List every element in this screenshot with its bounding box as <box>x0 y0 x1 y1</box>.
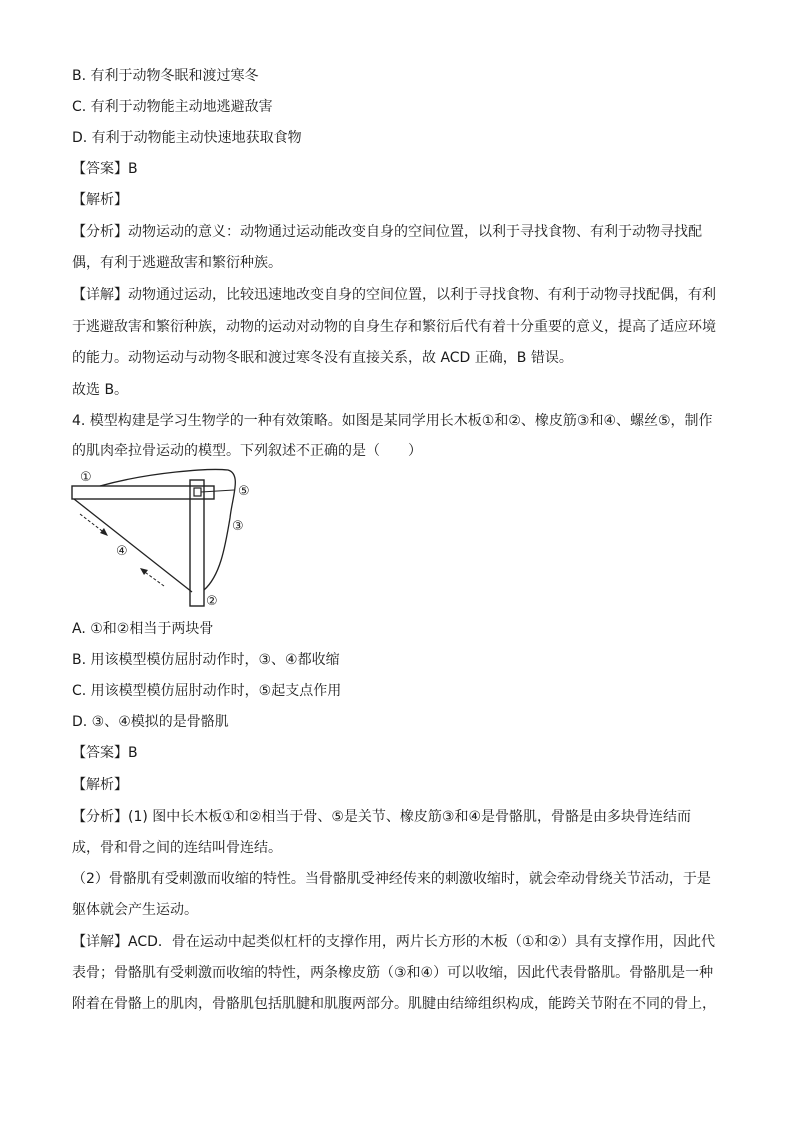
q4-analysis-line-3: （2）骨骼肌有受刺激而收缩的特性。当骨骼肌受神经传来的刺激收缩时，就会牵动骨绕关节活动，于是 <box>72 871 711 887</box>
q4-analysis-heading: 【解析】 <box>72 777 128 793</box>
label-5: ⑤ <box>238 484 250 499</box>
detail-line-2: 于逃避敌害和繁衍种族，动物的运动对动物的自身生存和繁衍后代有着十分重要的意义，提高了适应环境 <box>72 319 716 335</box>
q4-option-b: B. 用该模型模仿屈肘动作时，③、④都收缩 <box>72 652 340 668</box>
band-4 <box>74 499 192 592</box>
arrow-head-down <box>100 528 108 536</box>
label-1: ① <box>80 470 92 485</box>
muscle-bone-model-diagram <box>70 468 260 610</box>
analysis-line-1: 【分析】动物运动的意义：动物通过运动能改变自身的空间位置，以利于寻找食物、有利于动物寻找配 <box>72 224 702 240</box>
screw-5 <box>194 488 201 496</box>
board-1 <box>72 486 214 499</box>
q4-detail-line-1: 【详解】ACD．骨在运动中起类似杠杆的支撑作用，两片长方形的木板（①和②）具有支撑作用，因此代 <box>72 934 715 950</box>
q4-analysis-line-1: 【分析】(1) 图中长木板①和②相当于骨、⑤是关节、橡皮筋③和④是骨骼肌，骨骼是由多块骨连结而 <box>72 809 692 825</box>
option-d-text: D. 有利于动物能主动快速地获取食物 <box>72 130 302 146</box>
detail-line-1: 【详解】动物通过运动，比较迅速地改变自身的空间位置，以利于寻找食物、有利于动物寻找配偶，有利 <box>72 287 716 303</box>
q4-detail-line-2: 表骨；骨骼肌有受刺激而收缩的特性，两条橡皮筋（③和④）可以收缩，因此代表骨骼肌。骨骼肌是一种 <box>72 965 714 981</box>
q4-option-d: D. ③、④模拟的是骨骼肌 <box>72 714 229 730</box>
detail-line-3: 的能力。动物运动与动物冬眠和渡过寒冬没有直接关系，故 ACD 正确，B 错误。 <box>72 350 573 366</box>
model-svg <box>70 468 260 610</box>
option-c-text: C. 有利于动物能主动地逃避敌害 <box>72 99 273 115</box>
conclusion-line: 故选 B。 <box>72 382 129 398</box>
question-4-line-1: 4. 模型构建是学习生物学的一种有效策略。如图是某同学用长木板①和②、橡皮筋③和④、螺丝⑤，制作 <box>72 413 713 429</box>
q4-option-c: C. 用该模型模仿屈肘动作时，⑤起支点作用 <box>72 683 342 699</box>
band-3 <box>100 470 235 590</box>
analysis-heading: 【解析】 <box>72 192 128 208</box>
analysis-line-2: 偶，有利于逃避敌害和繁衍种族。 <box>72 255 282 271</box>
label-4: ④ <box>116 544 128 559</box>
q4-answer-label: 【答案】B <box>72 745 138 761</box>
q4-option-a: A. ①和②相当于两块骨 <box>72 621 214 637</box>
label-2: ② <box>206 594 218 609</box>
option-b-text: B. 有利于动物冬眠和渡过寒冬 <box>72 68 259 84</box>
label-3: ③ <box>232 519 244 534</box>
screw-5-leader <box>201 490 234 492</box>
question-4-line-2: 的肌肉牵拉骨运动的模型。下列叙述不正确的是（ ） <box>72 443 422 459</box>
answer-label: 【答案】B <box>72 161 138 177</box>
q4-analysis-line-4: 躯体就会产生运动。 <box>72 902 198 918</box>
q4-detail-line-3: 附着在骨骼上的肌肉，骨骼肌包括肌腱和肌腹两部分。肌腱由结缔组织构成，能跨关节附在不同的骨上， <box>72 996 716 1012</box>
q4-analysis-line-2: 成，骨和骨之间的连结叫骨连结。 <box>72 840 282 856</box>
